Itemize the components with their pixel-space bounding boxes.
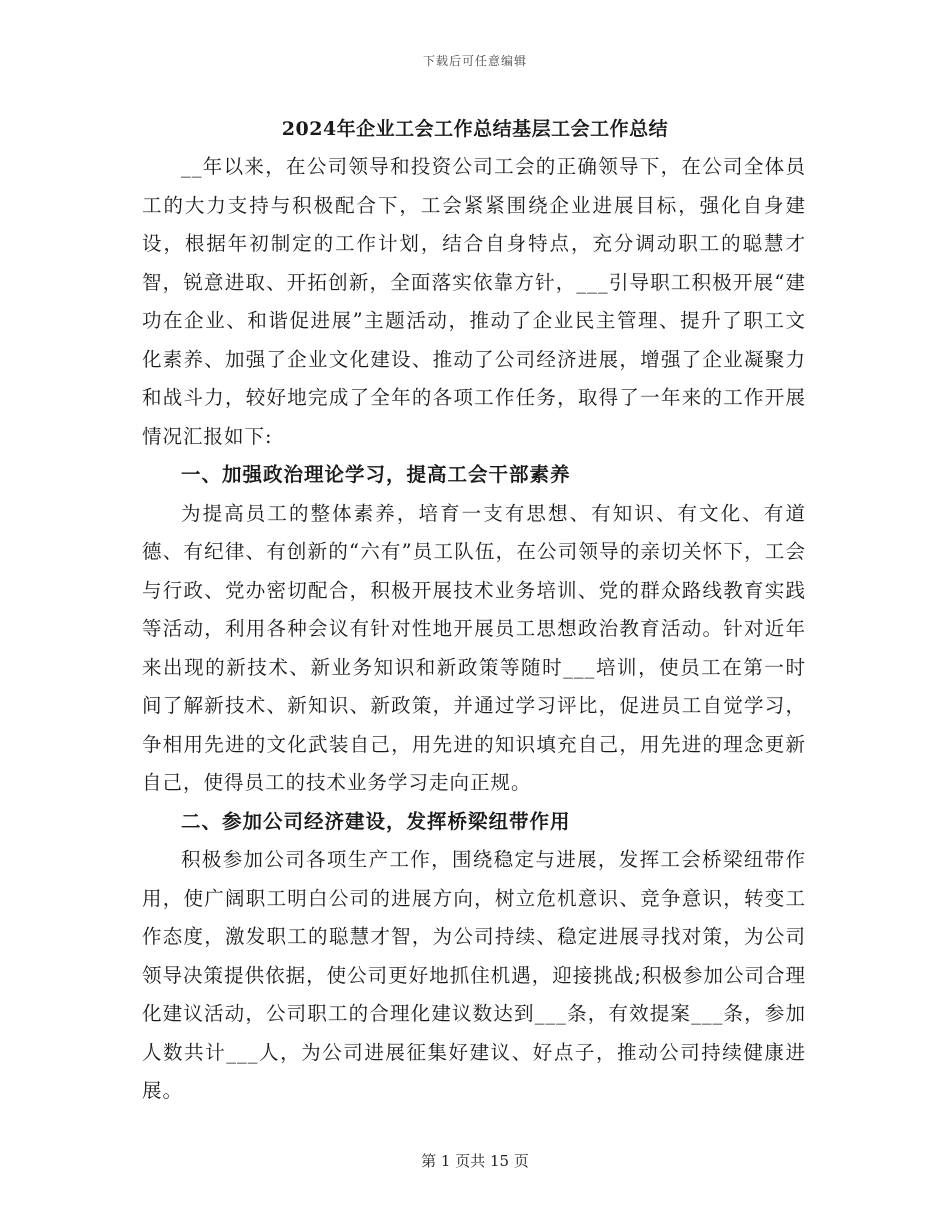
document-title: 2024年企业工会工作总结基层工会工作总结: [281, 118, 669, 140]
page-header-note: 下载后可任意编辑: [422, 54, 527, 68]
section-heading-1: 一、加强政治理论学习，提高工会干部素养: [181, 463, 571, 486]
section-heading-2: 二、参加公司经济建设，发挥桥梁纽带作用: [181, 809, 571, 833]
section-body-2: 积极参加公司各项生产工作，围绕稳定与进展，发挥工会桥梁纽带作用，使广阔职工明白公司的进展方向，树立危机意识、竞争意识，转变工作态度，激发职工的聪慧才智，为公司持续、稳定进展寻找对策，为公司领导决策提供依据，使公司更好地抓住机遇，迎接挑战;积极参加公司合理化建议活动，公司职工的合理化建议数达到___条，有效提案___条，参加人数共计___人，为公司进展征集好建议、好点子，推动公司持续健康进展。: [142, 848, 806, 1102]
document-body: [142, 148, 806, 1111]
page-number: 第 1 页共 15 页: [421, 1152, 529, 1170]
intro-paragraph: __年以来，在公司领导和投资公司工会的正确领导下，在公司全体员工的大力支持与积极配合下，工会紧紧围绕企业进展目标，强化自身建设，根据年初制定的工作计划，结合自身特点，充分调动职工的聪慧才智，锐意进取、开拓创新，全面落实依靠方针，___引导职工积极开展“建功在企业、和谐促进展”主题活动，推动了企业民主管理、提升了职工文化素养、加强了企业文化建设、推动了公司经济进展，增强了企业凝聚力和战斗力，较好地完成了全年的各项工作任务，取得了一年来的工作开展情况汇报如下:: [142, 155, 806, 448]
section-body-1: 为提高员工的整体素养，培育一支有思想、有知识、有文化、有道德、有纪律、有创新的“六有”员工队伍，在公司领导的亲切关怀下，工会与行政、党办密切配合，积极开展技术业务培训、党的群众路线教育实践等活动，利用各种会议有针对性地开展员工思想政治教育活动。针对近年来出现的新技术、新业务知识和新政策等随时___培训，使员工在第一时间了解新技术、新知识、新政策，并通过学习评比，促进员工自觉学习，争相用先进的文化武装自己，用先进的知识填充自己，用先进的理念更新自己，使得员工的技术业务学习走向正规。: [142, 501, 806, 794]
